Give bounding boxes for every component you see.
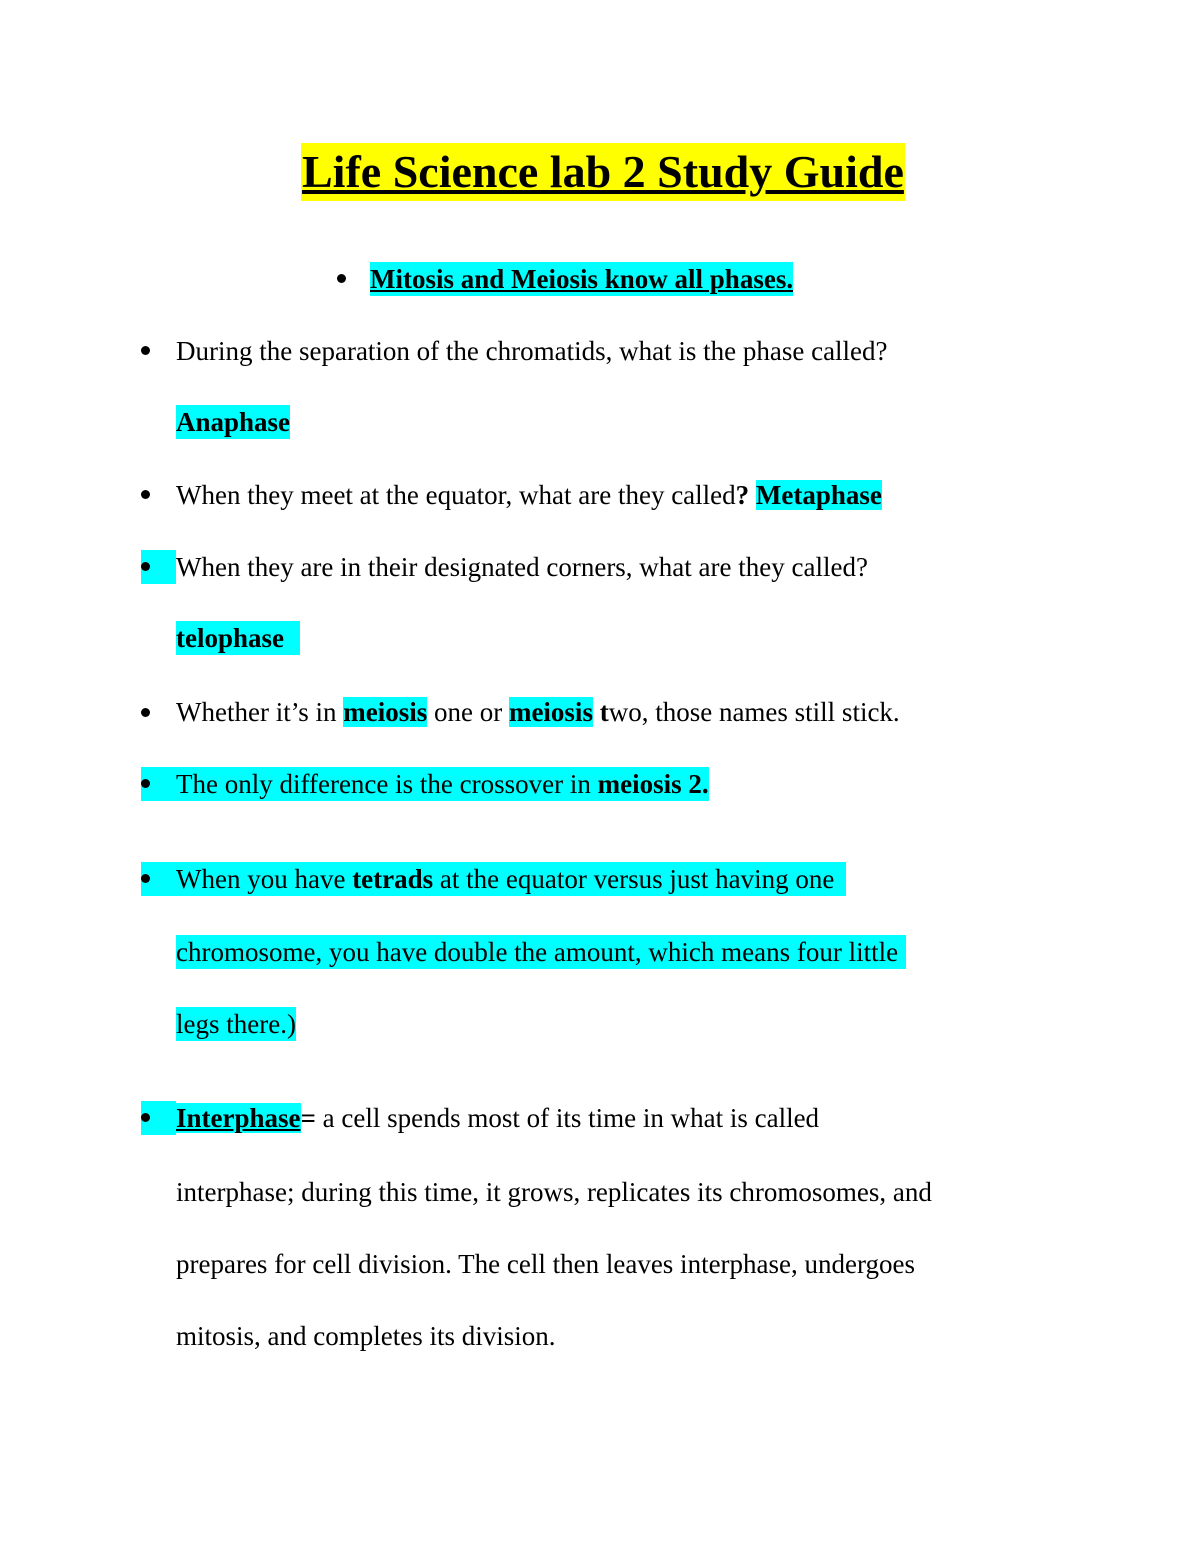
question-metaphase-line: [176, 478, 882, 512]
text-run: wo, those names still stick.: [608, 697, 900, 727]
text-run: Whether it’s in: [176, 697, 344, 727]
meiosis-term: meiosis: [508, 697, 593, 727]
bullet-icon: [141, 490, 150, 499]
text-run: [593, 697, 600, 727]
meiosis-names-line: [176, 695, 900, 729]
bullet-icon: [141, 779, 150, 788]
meiosis-term: meiosis: [343, 697, 428, 727]
answer-metaphase: Metaphase: [755, 480, 882, 510]
interphase-line-4: mitosis, and completes its division.: [176, 1321, 556, 1351]
crossover-line: [176, 767, 709, 801]
bullet-icon: [141, 1113, 150, 1122]
text-run: When you have: [176, 864, 353, 894]
answer-anaphase: Anaphase: [176, 407, 291, 437]
tetrads-line-2: chromosome, you have double the amount, which means four little: [176, 935, 906, 969]
heading-bullet-text: Mitosis and Meiosis know all phases.: [370, 264, 794, 294]
text-run: one or: [427, 697, 509, 727]
bullet-icon: [141, 708, 150, 717]
text-run: t: [599, 697, 609, 727]
interphase-line-1: [176, 1101, 819, 1135]
tetrads-line-3: legs there.): [176, 1009, 296, 1039]
question-metaphase: When they meet at the equator, what are they called: [176, 480, 736, 510]
text-run: a cell spends most of its time in what is called: [315, 1103, 820, 1133]
bullet-icon: [141, 562, 150, 571]
bullet-icon: [141, 874, 150, 883]
bullet-icon: [141, 346, 150, 355]
interphase-line-2: interphase; during this time, it grows, replicates its chromosomes, and: [176, 1177, 932, 1207]
interphase-term: Interphase: [176, 1103, 301, 1133]
tetrads-line-1: [176, 862, 846, 896]
interphase-line-3: prepares for cell division. The cell then leaves interphase, undergoes: [176, 1249, 915, 1279]
equals-sign: =: [300, 1103, 316, 1133]
question-telophase: When they are in their designated corners, what are they called?: [176, 552, 868, 582]
text-run: at the equator versus just having one: [433, 864, 835, 894]
answer-telophase: telophase: [176, 621, 300, 655]
tetrads-term: tetrads: [352, 864, 434, 894]
question-mark: ?: [735, 480, 750, 510]
text-run: The only difference is the crossover in: [176, 769, 598, 799]
bullet-icon: [337, 274, 346, 283]
page-title: Life Science lab 2 Study Guide: [301, 143, 905, 201]
question-anaphase: During the separation of the chromatids, what is the phase called?: [176, 336, 888, 366]
meiosis-2-term: meiosis 2.: [597, 769, 709, 799]
